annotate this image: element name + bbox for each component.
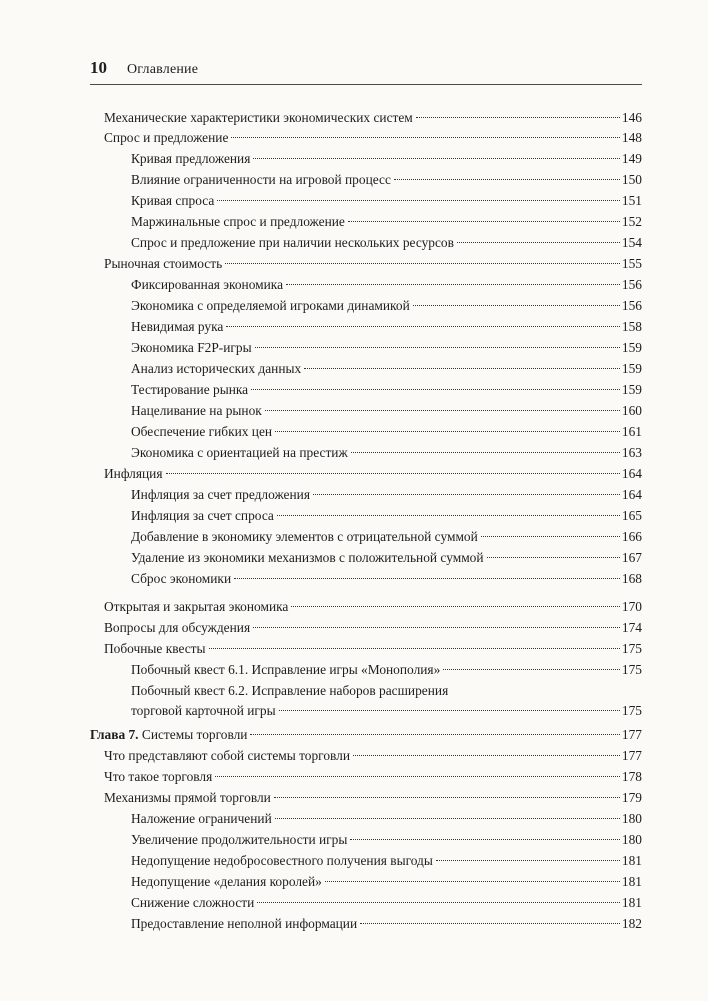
toc-entry [104, 639, 642, 659]
dot-leader [209, 648, 620, 649]
toc-entry-page: 156 [621, 277, 642, 292]
toc-entry [131, 401, 642, 421]
toc-entry-page: 182 [621, 916, 642, 931]
toc-entry-page: 165 [621, 508, 642, 523]
toc-entry-page: 159 [621, 340, 642, 355]
dot-leader [291, 606, 620, 607]
toc-entry-page: 177 [621, 727, 642, 742]
toc-entry-page: 181 [621, 874, 642, 889]
toc-entry [131, 380, 642, 400]
toc-entry-page: 175 [621, 703, 642, 718]
dot-leader [413, 305, 620, 306]
toc-entry-title: Спрос и предложение [104, 130, 229, 145]
toc-entry [131, 149, 642, 169]
toc-entry-title: Невидимая рука [131, 319, 224, 334]
dot-leader [353, 755, 620, 756]
toc-entry-page: 168 [621, 571, 642, 586]
toc-entry-title: Инфляция за счет спроса [131, 508, 274, 523]
toc-entry-title: Спрос и предложение при наличии нескольких ресурсов [131, 235, 454, 250]
toc-entry-title: Вопросы для обсуждения [104, 620, 251, 635]
toc-entry [131, 212, 642, 232]
toc-entry-title: Фиксированная экономика [131, 277, 284, 292]
toc-entry [131, 872, 642, 892]
toc-entry-page: 180 [621, 832, 642, 847]
toc-entry [131, 317, 642, 337]
toc-entry [131, 851, 642, 871]
toc-entry-title: Системы торговли [138, 727, 248, 742]
dot-leader [251, 389, 620, 390]
toc-entry-page: 181 [621, 895, 642, 910]
toc-entry-title: Кривая предложения [131, 151, 251, 166]
toc-entry [131, 422, 642, 442]
dot-leader [436, 860, 620, 861]
toc-entry [131, 830, 642, 850]
toc-entry-title: Нацеливание на рынок [131, 403, 262, 418]
toc-entry-page: 170 [621, 599, 642, 614]
toc-entry-title: Недопущение недобросовестного получения выгоды [131, 853, 433, 868]
toc-entry-title: Недопущение «делания королей» [131, 874, 322, 889]
toc-entry-page: 152 [621, 214, 642, 229]
toc-entry [131, 893, 642, 913]
toc-entry-page: 163 [621, 445, 642, 460]
toc-entry [104, 618, 642, 638]
toc-entry-title: Экономика с определяемой игроками динамикой [131, 298, 410, 313]
toc-entry [104, 788, 642, 808]
toc-entry [131, 275, 642, 295]
chapter-label: Глава 7. [90, 727, 139, 742]
toc-entry-page: 179 [621, 790, 642, 805]
toc-chapter-entry [90, 725, 642, 745]
toc-entry [131, 569, 642, 589]
toc-entry-title: Предоставление неполной информации [131, 916, 358, 931]
toc-entry-title: Что такое торговля [104, 769, 213, 784]
dot-leader [275, 431, 620, 432]
toc-entry-title: Удаление из экономики механизмов с положительной суммой [131, 550, 484, 565]
dot-leader [457, 242, 620, 243]
toc-entry-page: 159 [621, 382, 642, 397]
toc-entry [104, 128, 642, 148]
dot-leader [275, 818, 620, 819]
dot-leader [234, 578, 620, 579]
toc-entry-page: 175 [621, 641, 642, 656]
running-header [90, 58, 642, 85]
dot-leader [225, 263, 620, 264]
toc-entry-title: Рыночная стоимость [104, 256, 223, 271]
toc-entry-title: Экономика F2P-игры [131, 340, 252, 355]
running-title: Оглавление [127, 62, 199, 77]
toc-entry [131, 170, 642, 190]
toc-entry-page: 160 [621, 403, 642, 418]
dot-leader [286, 284, 620, 285]
toc-entry-title: Экономика с ориентацией на престиж [131, 445, 348, 460]
toc-entry [131, 660, 642, 680]
toc-entry-title: Инфляция [104, 466, 163, 481]
toc-entry-page: 161 [621, 424, 642, 439]
toc-entry-title-line2: торговой карточной игры [131, 703, 276, 718]
toc-entry-page: 150 [621, 172, 642, 187]
toc-entry-title: Анализ исторических данных [131, 361, 302, 376]
page-number: 10 [90, 58, 107, 77]
dot-leader [279, 710, 620, 711]
toc-entry-title: Обеспечение гибких цен [131, 424, 273, 439]
dot-leader [215, 776, 620, 777]
toc-entry-title: Маржинальные спрос и предложение [131, 214, 345, 229]
dot-leader [394, 179, 620, 180]
toc-entry-title: Тестирование рынка [131, 382, 249, 397]
toc-entry [104, 108, 642, 128]
dot-leader [360, 923, 620, 924]
dot-leader [274, 797, 620, 798]
dot-leader [253, 158, 620, 159]
toc-entry-title: Побочный квест 6.1. Исправление игры «Монополия» [131, 662, 441, 677]
toc-entry [131, 338, 642, 358]
toc-entry-title: Кривая спроса [131, 193, 215, 208]
dot-leader [481, 536, 620, 537]
dot-leader [443, 669, 620, 670]
toc-entry-page: 164 [621, 466, 642, 481]
toc-entry-title: Снижение сложности [131, 895, 255, 910]
toc-entry-page: 155 [621, 256, 642, 271]
toc-entry-page: 181 [621, 853, 642, 868]
toc-entry [104, 464, 642, 484]
dot-leader [487, 557, 620, 558]
toc-entry-page: 167 [621, 550, 642, 565]
toc-entry [131, 359, 642, 379]
toc-entry-page: 180 [621, 811, 642, 826]
toc-entry-title-line1: Побочный квест 6.2. Исправление наборов расширения [131, 683, 449, 698]
dot-leader [313, 494, 620, 495]
toc-entry [131, 233, 642, 253]
toc-entry-page: 151 [621, 193, 642, 208]
toc-entry-page: 178 [621, 769, 642, 784]
toc-entry-page: 158 [621, 319, 642, 334]
toc-entry-title: Что представляют собой системы торговли [104, 748, 351, 763]
toc-entry-page: 149 [621, 151, 642, 166]
toc-entry [131, 548, 642, 568]
toc-entry [131, 681, 642, 721]
toc-entry-title: Инфляция за счет предложения [131, 487, 310, 502]
dot-leader [350, 839, 620, 840]
toc-entry-page: 148 [621, 130, 642, 145]
toc-entry-title: Сброс экономики [131, 571, 232, 586]
toc-entry [104, 746, 642, 766]
toc-entry-page: 166 [621, 529, 642, 544]
toc-entry-title: Механические характеристики экономических систем [104, 110, 413, 125]
dot-leader [255, 347, 620, 348]
toc-entry-title: Наложение ограничений [131, 811, 272, 826]
dot-leader [304, 368, 620, 369]
dot-leader [325, 881, 620, 882]
toc-entry [131, 527, 642, 547]
toc-entry-page: 156 [621, 298, 642, 313]
toc-entry [131, 485, 642, 505]
toc-entry-page: 174 [621, 620, 642, 635]
toc-entry-title: Механизмы прямой торговли [104, 790, 271, 805]
dot-leader [226, 326, 620, 327]
dot-leader [416, 117, 620, 118]
toc-entry-title: Влияние ограниченности на игровой процесс [131, 172, 391, 187]
toc-entry-page: 154 [621, 235, 642, 250]
toc-entry-page: 164 [621, 487, 642, 502]
toc-entry-title: Увеличение продолжительности игры [131, 832, 348, 847]
dot-leader [351, 452, 620, 453]
toc-entry [131, 506, 642, 526]
dot-leader [253, 627, 620, 628]
dot-leader [348, 221, 620, 222]
dot-leader [257, 902, 620, 903]
dot-leader [250, 734, 619, 735]
toc-entry [131, 809, 642, 829]
toc-entry-title: Добавление в экономику элементов с отрицательной суммой [131, 529, 478, 544]
toc-entry [104, 597, 642, 617]
dot-leader [217, 200, 620, 201]
toc-entry-page: 177 [621, 748, 642, 763]
dot-leader [166, 473, 620, 474]
toc-entry [131, 191, 642, 211]
toc-entry [104, 767, 642, 787]
toc-entry-title: Побочные квесты [104, 641, 206, 656]
toc-entry [104, 254, 642, 274]
toc-entry [131, 443, 642, 463]
toc-entry [131, 296, 642, 316]
toc-entry-page: 175 [621, 662, 642, 677]
toc-entry-title: Открытая и закрытая экономика [104, 599, 289, 614]
dot-leader [265, 410, 620, 411]
toc-entry-page: 146 [621, 110, 642, 125]
dot-leader [231, 137, 620, 138]
dot-leader [277, 515, 620, 516]
toc-entry-page: 159 [621, 361, 642, 376]
toc-entry [131, 914, 642, 934]
